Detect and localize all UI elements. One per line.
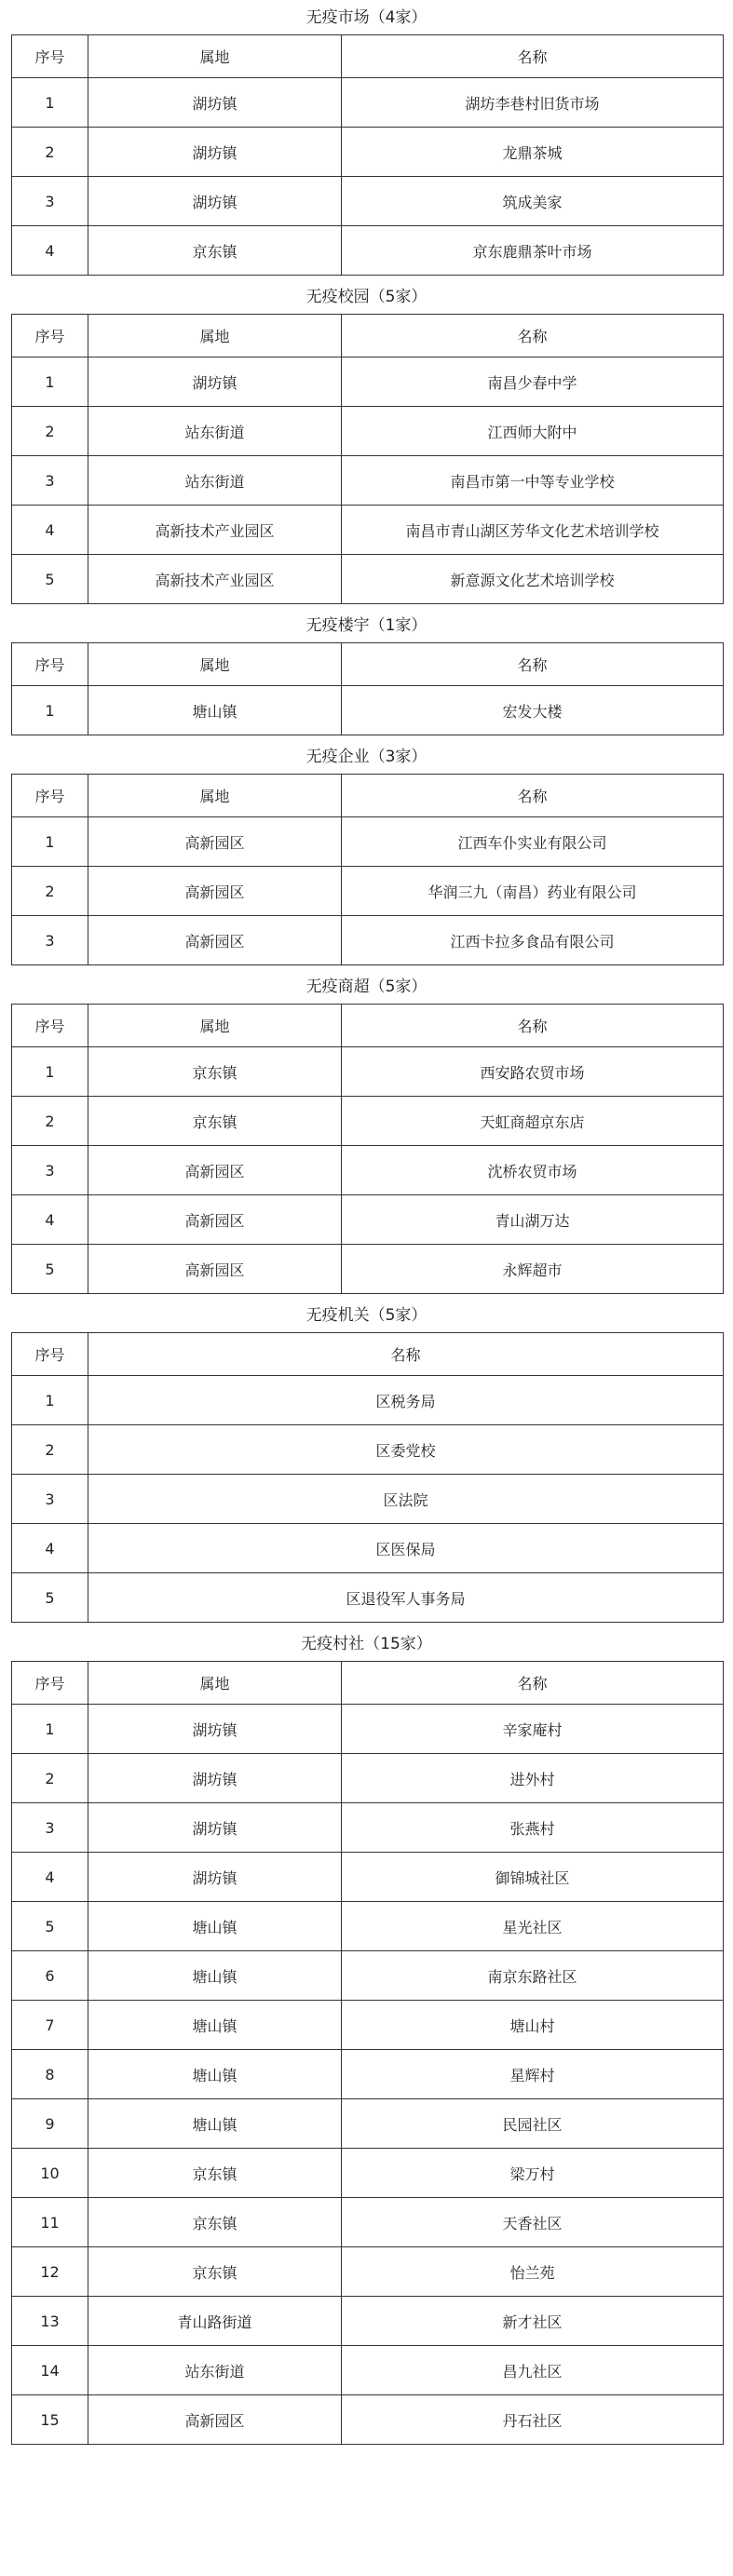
row-name: 区税务局 bbox=[88, 1376, 724, 1425]
row-number: 1 bbox=[12, 686, 88, 735]
section-title: 无疫楼宇（1家） bbox=[305, 616, 428, 635]
data-table bbox=[11, 34, 724, 276]
row-number: 1 bbox=[12, 817, 88, 867]
row-number: 4 bbox=[12, 226, 88, 276]
row-number: 11 bbox=[12, 2198, 88, 2247]
row-location: 塘山镇 bbox=[88, 2001, 342, 2050]
row-number: 4 bbox=[12, 1853, 88, 1902]
table-row bbox=[12, 2346, 724, 2395]
row-number: 3 bbox=[12, 1475, 88, 1524]
row-number: 1 bbox=[12, 1047, 88, 1097]
row-location: 塘山镇 bbox=[88, 2099, 342, 2149]
table-row bbox=[12, 1853, 724, 1902]
table-row bbox=[12, 177, 724, 226]
table-row bbox=[12, 1146, 724, 1195]
row-location: 湖坊镇 bbox=[88, 1853, 342, 1902]
row-number: 1 bbox=[12, 357, 88, 407]
row-name: 江西师大附中 bbox=[342, 407, 724, 456]
column-header-location: 属地 bbox=[88, 775, 342, 817]
row-number: 2 bbox=[12, 1425, 88, 1475]
column-header-name: 名称 bbox=[342, 775, 724, 817]
row-name: 昌九社区 bbox=[342, 2346, 724, 2395]
column-header-name: 名称 bbox=[342, 643, 724, 686]
row-number: 3 bbox=[12, 177, 88, 226]
table-row bbox=[12, 1097, 724, 1146]
row-location: 高新技术产业园区 bbox=[88, 555, 342, 604]
table-row bbox=[12, 2050, 724, 2099]
row-location: 湖坊镇 bbox=[88, 1754, 342, 1803]
table-row bbox=[12, 2247, 724, 2297]
row-number: 3 bbox=[12, 916, 88, 965]
row-name: 宏发大楼 bbox=[342, 686, 724, 735]
row-name: 星辉村 bbox=[342, 2050, 724, 2099]
section-title: 无疫企业（3家） bbox=[305, 748, 428, 766]
row-location: 高新园区 bbox=[88, 867, 342, 916]
column-header-location: 属地 bbox=[88, 35, 342, 78]
header-row bbox=[12, 1662, 724, 1705]
header-row bbox=[12, 35, 724, 78]
row-number: 8 bbox=[12, 2050, 88, 2099]
data-table bbox=[11, 642, 724, 735]
column-header-location: 属地 bbox=[88, 643, 342, 686]
header-row bbox=[12, 775, 724, 817]
row-name: 青山湖万达 bbox=[342, 1195, 724, 1245]
column-header-name: 名称 bbox=[342, 1005, 724, 1047]
table-row bbox=[12, 1902, 724, 1951]
row-number: 2 bbox=[12, 128, 88, 177]
data-table bbox=[11, 1332, 724, 1623]
row-name: 沈桥农贸市场 bbox=[342, 1146, 724, 1195]
row-number: 12 bbox=[12, 2247, 88, 2297]
row-location: 高新园区 bbox=[88, 916, 342, 965]
section bbox=[0, 614, 733, 743]
row-name: 永辉超市 bbox=[342, 1245, 724, 1294]
table-row bbox=[12, 128, 724, 177]
table-row bbox=[12, 506, 724, 555]
row-location: 高新园区 bbox=[88, 817, 342, 867]
section-title: 无疫市场（4家） bbox=[305, 8, 428, 27]
column-header-location: 属地 bbox=[88, 1662, 342, 1705]
row-name: 南昌市青山湖区芳华文化艺术培训学校 bbox=[342, 506, 724, 555]
row-location: 京东镇 bbox=[88, 1097, 342, 1146]
row-name: 塘山村 bbox=[342, 2001, 724, 2050]
data-table bbox=[11, 1661, 724, 2445]
row-number: 6 bbox=[12, 1951, 88, 2001]
row-name: 南昌少春中学 bbox=[342, 357, 724, 407]
row-location: 京东镇 bbox=[88, 2149, 342, 2198]
column-header-no: 序号 bbox=[12, 1005, 88, 1047]
table-row bbox=[12, 2001, 724, 2050]
table-row bbox=[12, 1754, 724, 1803]
row-location: 京东镇 bbox=[88, 2198, 342, 2247]
row-name: 区法院 bbox=[88, 1475, 724, 1524]
section bbox=[0, 7, 733, 283]
row-location: 湖坊镇 bbox=[88, 177, 342, 226]
header-row bbox=[12, 643, 724, 686]
table-row bbox=[12, 2297, 724, 2346]
table-row bbox=[12, 1245, 724, 1294]
row-location: 高新园区 bbox=[88, 1195, 342, 1245]
header-row bbox=[12, 1333, 724, 1376]
row-name: 区委党校 bbox=[88, 1425, 724, 1475]
table-row bbox=[12, 2099, 724, 2149]
row-number: 4 bbox=[12, 1195, 88, 1245]
row-name: 京东鹿鼎茶叶市场 bbox=[342, 226, 724, 276]
row-location: 塘山镇 bbox=[88, 686, 342, 735]
row-name: 进外村 bbox=[342, 1754, 724, 1803]
row-name: 龙鼎茶城 bbox=[342, 128, 724, 177]
table-row bbox=[12, 1803, 724, 1853]
section-title: 无疫商超（5家） bbox=[305, 978, 428, 996]
header-row bbox=[12, 315, 724, 357]
row-name: 梁万村 bbox=[342, 2149, 724, 2198]
row-location: 高新园区 bbox=[88, 1245, 342, 1294]
row-number: 10 bbox=[12, 2149, 88, 2198]
row-name: 丹石社区 bbox=[342, 2395, 724, 2445]
row-location: 高新园区 bbox=[88, 1146, 342, 1195]
table-row bbox=[12, 78, 724, 128]
column-header-name: 名称 bbox=[342, 315, 724, 357]
row-location: 京东镇 bbox=[88, 1047, 342, 1097]
row-number: 3 bbox=[12, 1803, 88, 1853]
row-name: 湖坊李巷村旧货市场 bbox=[342, 78, 724, 128]
row-number: 4 bbox=[12, 1524, 88, 1573]
row-name: 区退役军人事务局 bbox=[88, 1573, 724, 1623]
row-location: 塘山镇 bbox=[88, 1951, 342, 2001]
row-number: 15 bbox=[12, 2395, 88, 2445]
column-header-name: 名称 bbox=[342, 35, 724, 78]
table-row bbox=[12, 867, 724, 916]
data-table bbox=[11, 774, 724, 965]
section-title: 无疫村社（15家） bbox=[301, 1635, 432, 1653]
row-location: 站东街道 bbox=[88, 456, 342, 506]
row-name: 天虹商超京东店 bbox=[342, 1097, 724, 1146]
table-row bbox=[12, 2198, 724, 2247]
row-name: 星光社区 bbox=[342, 1902, 724, 1951]
table-row bbox=[12, 2395, 724, 2445]
row-name: 区医保局 bbox=[88, 1524, 724, 1573]
row-number: 9 bbox=[12, 2099, 88, 2149]
row-location: 高新技术产业园区 bbox=[88, 506, 342, 555]
row-name: 御锦城社区 bbox=[342, 1853, 724, 1902]
table-row bbox=[12, 817, 724, 867]
row-number: 7 bbox=[12, 2001, 88, 2050]
row-name: 辛家庵村 bbox=[342, 1705, 724, 1754]
table-row bbox=[12, 686, 724, 735]
column-header-no: 序号 bbox=[12, 1333, 88, 1376]
table-row bbox=[12, 1195, 724, 1245]
section-title: 无疫机关（5家） bbox=[305, 1306, 428, 1325]
column-header-name: 名称 bbox=[342, 1662, 724, 1705]
row-name: 民园社区 bbox=[342, 2099, 724, 2149]
row-number: 5 bbox=[12, 555, 88, 604]
column-header-name: 名称 bbox=[88, 1333, 724, 1376]
row-number: 5 bbox=[12, 1245, 88, 1294]
table-row bbox=[12, 1705, 724, 1754]
column-header-no: 序号 bbox=[12, 643, 88, 686]
row-name: 新意源文化艺术培训学校 bbox=[342, 555, 724, 604]
row-name: 天香社区 bbox=[342, 2198, 724, 2247]
row-location: 湖坊镇 bbox=[88, 1803, 342, 1853]
row-location: 塘山镇 bbox=[88, 2050, 342, 2099]
row-location: 站东街道 bbox=[88, 407, 342, 456]
column-header-location: 属地 bbox=[88, 315, 342, 357]
row-number: 3 bbox=[12, 456, 88, 506]
column-header-no: 序号 bbox=[12, 1662, 88, 1705]
row-location: 湖坊镇 bbox=[88, 357, 342, 407]
row-name: 新才社区 bbox=[342, 2297, 724, 2346]
section-title: 无疫校园（5家） bbox=[305, 288, 428, 306]
row-number: 4 bbox=[12, 506, 88, 555]
table-row bbox=[12, 357, 724, 407]
table-row bbox=[12, 407, 724, 456]
data-table bbox=[11, 314, 724, 604]
section bbox=[0, 286, 733, 612]
table-row bbox=[12, 456, 724, 506]
row-number: 2 bbox=[12, 407, 88, 456]
table-row bbox=[12, 1425, 724, 1475]
table-row bbox=[12, 1376, 724, 1425]
column-header-no: 序号 bbox=[12, 35, 88, 78]
row-number: 2 bbox=[12, 1754, 88, 1803]
row-location: 湖坊镇 bbox=[88, 128, 342, 177]
row-location: 青山路街道 bbox=[88, 2297, 342, 2346]
table-row bbox=[12, 2149, 724, 2198]
row-name: 南昌市第一中等专业学校 bbox=[342, 456, 724, 506]
row-location: 站东街道 bbox=[88, 2346, 342, 2395]
row-location: 京东镇 bbox=[88, 2247, 342, 2297]
table-row bbox=[12, 1475, 724, 1524]
row-location: 高新园区 bbox=[88, 2395, 342, 2445]
row-name: 江西车仆实业有限公司 bbox=[342, 817, 724, 867]
row-name: 怡兰苑 bbox=[342, 2247, 724, 2297]
table-row bbox=[12, 1524, 724, 1573]
header-row bbox=[12, 1005, 724, 1047]
table-row bbox=[12, 226, 724, 276]
row-number: 5 bbox=[12, 1573, 88, 1623]
column-header-location: 属地 bbox=[88, 1005, 342, 1047]
row-location: 塘山镇 bbox=[88, 1902, 342, 1951]
row-number: 2 bbox=[12, 1097, 88, 1146]
table-row bbox=[12, 1951, 724, 2001]
section bbox=[0, 1304, 733, 1630]
row-name: 江西卡拉多食品有限公司 bbox=[342, 916, 724, 965]
table-row bbox=[12, 1047, 724, 1097]
row-number: 1 bbox=[12, 1376, 88, 1425]
section bbox=[0, 746, 733, 973]
row-number: 1 bbox=[12, 78, 88, 128]
column-header-no: 序号 bbox=[12, 775, 88, 817]
row-location: 湖坊镇 bbox=[88, 78, 342, 128]
row-number: 2 bbox=[12, 867, 88, 916]
table-row bbox=[12, 916, 724, 965]
row-name: 西安路农贸市场 bbox=[342, 1047, 724, 1097]
section bbox=[0, 1633, 733, 2452]
row-name: 华润三九（南昌）药业有限公司 bbox=[342, 867, 724, 916]
row-name: 张燕村 bbox=[342, 1803, 724, 1853]
row-number: 13 bbox=[12, 2297, 88, 2346]
row-number: 14 bbox=[12, 2346, 88, 2395]
row-location: 湖坊镇 bbox=[88, 1705, 342, 1754]
row-number: 3 bbox=[12, 1146, 88, 1195]
section bbox=[0, 976, 733, 1301]
row-name: 筑成美家 bbox=[342, 177, 724, 226]
row-name: 南京东路社区 bbox=[342, 1951, 724, 2001]
data-table bbox=[11, 1004, 724, 1294]
table-row bbox=[12, 1573, 724, 1623]
table-row bbox=[12, 555, 724, 604]
row-number: 1 bbox=[12, 1705, 88, 1754]
row-number: 5 bbox=[12, 1902, 88, 1951]
column-header-no: 序号 bbox=[12, 315, 88, 357]
row-location: 京东镇 bbox=[88, 226, 342, 276]
